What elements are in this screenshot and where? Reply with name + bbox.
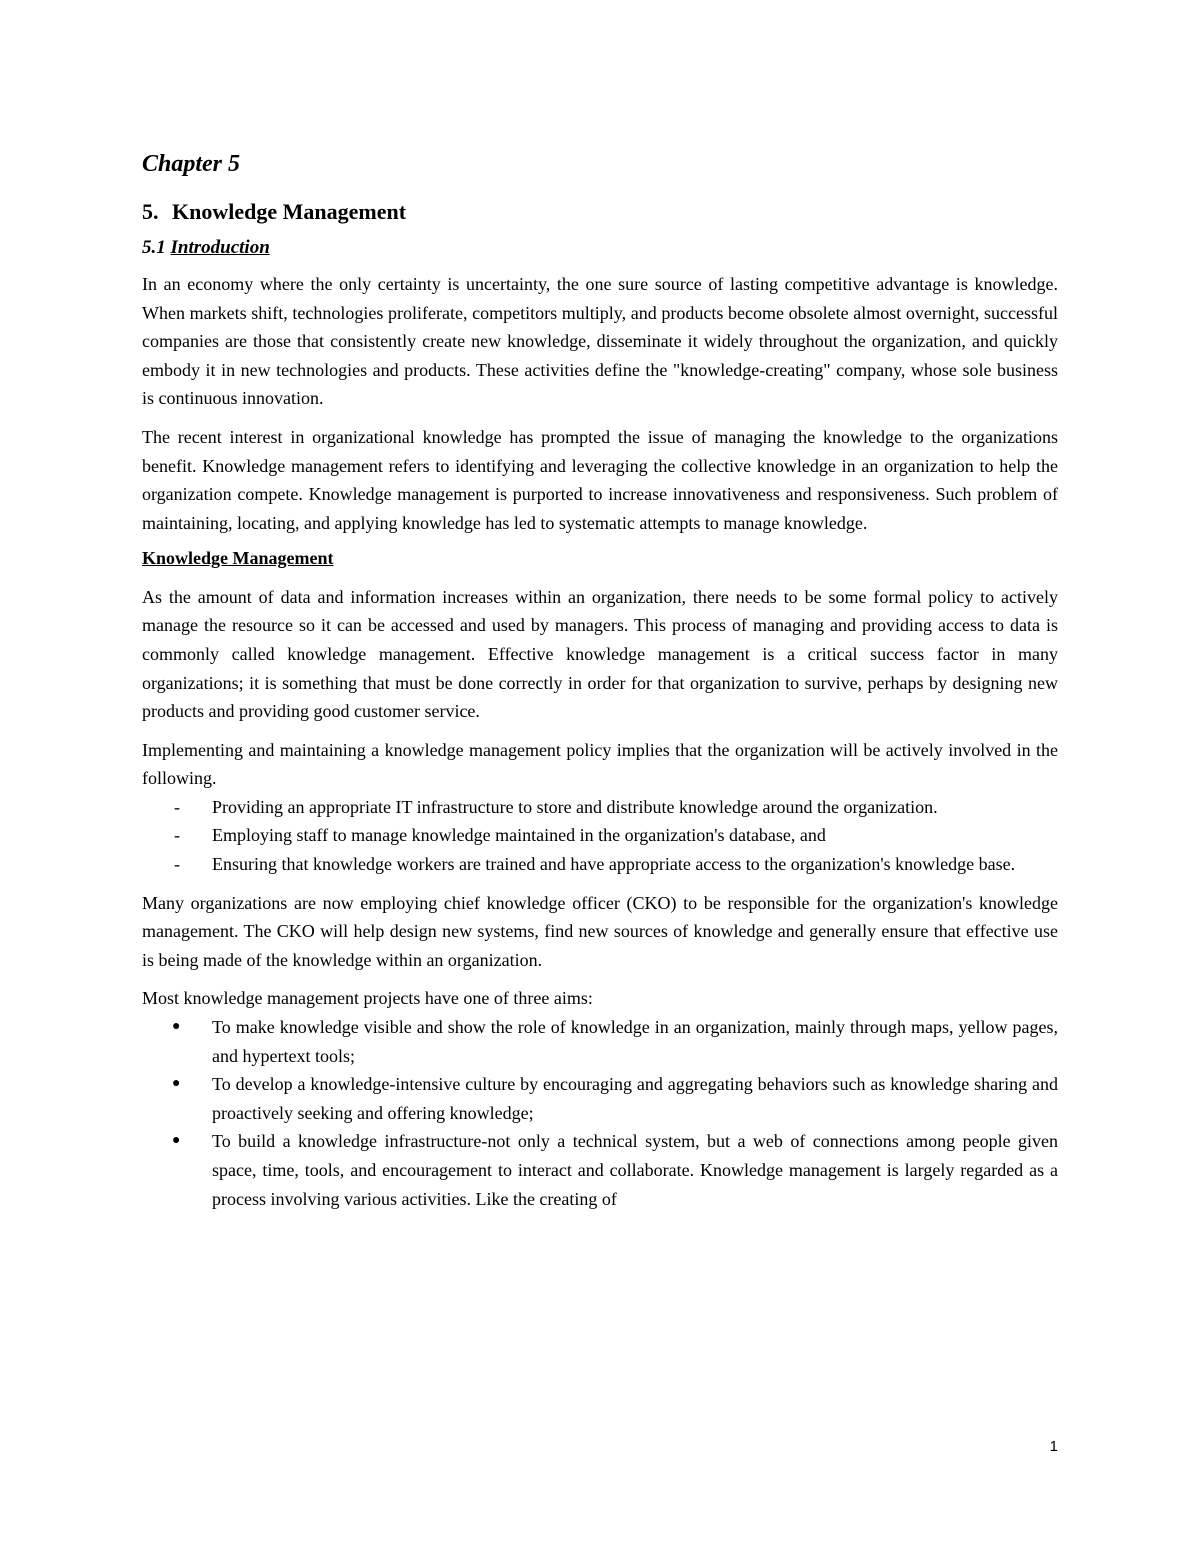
bullet-icon: ●: [172, 1133, 181, 1149]
km-paragraph-2: Implementing and maintaining a knowledge management policy implies that the organization will be actively involved in the following.: [142, 739, 1058, 789]
section-title: Knowledge Management: [172, 198, 407, 224]
list-item-text: To develop a knowledge-intensive culture by encouraging and aggregating behaviors such as knowledge sharing and proactively seeking and offering knowledge;: [212, 1074, 1058, 1123]
dash-list: [142, 793, 1058, 879]
subsection-title: Introduction: [170, 237, 270, 259]
section-heading: [142, 199, 1058, 225]
list-item: [142, 821, 1058, 850]
intro-paragraph-1: In an economy where the only certainty is uncertainty, the one sure source of lasting competitive advantage is knowledge. When markets shift, technologies proliferate, competitors multiply, and products become obsolete almost overnight, successful companies are those that consistently create new knowledge, disseminate it widely throughout the organization, and quickly embody it in new technologies and products. These activities define the "knowledge-creating" company, whose sole business is continuous innovation.: [142, 273, 1058, 409]
chapter-title: Chapter 5: [142, 151, 241, 177]
list-item-text: Employing staff to manage knowledge maintained in the organization's database, and: [212, 825, 826, 846]
list-item-text: Providing an appropriate IT infrastructure to store and distribute knowledge around the organization.: [212, 796, 938, 817]
subsection-number: 5.1: [142, 237, 171, 259]
dash-marker: -: [174, 825, 180, 846]
list-item-text: To build a knowledge infrastructure-not only a technical system, but a web of connections among people given space, time, tools, and encouragement to interact and collaborate. Knowledge management is largely regarded as a process involving various activities. Like the creating of: [212, 1131, 1058, 1209]
list-item: [142, 850, 1058, 879]
intro-paragraph-2: The recent interest in organizational knowledge has prompted the issue of managing the knowledge to the organizations benefit. Knowledge management refers to identifying and leveraging the collective knowledge in an organization to help the organization compete. Knowledge management is purported to increase innovativeness and responsiveness. Such problem of maintaining, locating, and applying knowledge has led to systematic attempts to manage knowledge.: [142, 426, 1058, 533]
subsection-heading: [142, 237, 1058, 260]
km-heading: Knowledge Management: [142, 548, 334, 569]
list-item-text: Ensuring that knowledge workers are trained and have appropriate access to the organization's knowledge base.: [212, 854, 1016, 875]
dash-marker: -: [174, 796, 180, 817]
aims-list: [142, 1013, 1058, 1213]
list-item: [142, 1013, 1058, 1070]
dash-marker: -: [174, 854, 180, 875]
list-item: [142, 793, 1058, 822]
list-item: [142, 1070, 1058, 1127]
km-paragraph-1: As the amount of data and information increases within an organization, there needs to be some formal policy to actively manage the resource so it can be accessed and used by managers. This process of managing and providing access to data is commonly called knowledge management. Effective knowledge management is a critical success factor in many organizations; it is something that must be done correctly in order for that organization to survive, perhaps by designing new products and providing good customer service.: [142, 586, 1058, 722]
page-number: 1: [1049, 1438, 1058, 1455]
list-item-text: To make knowledge visible and show the role of knowledge in an organization, mainly through maps, yellow pages, and hypertext tools;: [212, 1017, 1058, 1066]
aims-intro: Most knowledge management projects have one of three aims:: [142, 988, 593, 1009]
bullet-icon: ●: [172, 1076, 181, 1092]
cko-paragraph: Many organizations are now employing chief knowledge officer (CKO) to be responsible for the organization's knowledge management. The CKO will help design new systems, find new sources of knowledge and generally ensure that effective use is being made of the knowledge within an organization.: [142, 892, 1058, 970]
section-number: 5.: [142, 198, 159, 224]
document-page: [142, 150, 1058, 1223]
bullet-icon: ●: [172, 1019, 181, 1035]
list-item: [142, 1127, 1058, 1213]
